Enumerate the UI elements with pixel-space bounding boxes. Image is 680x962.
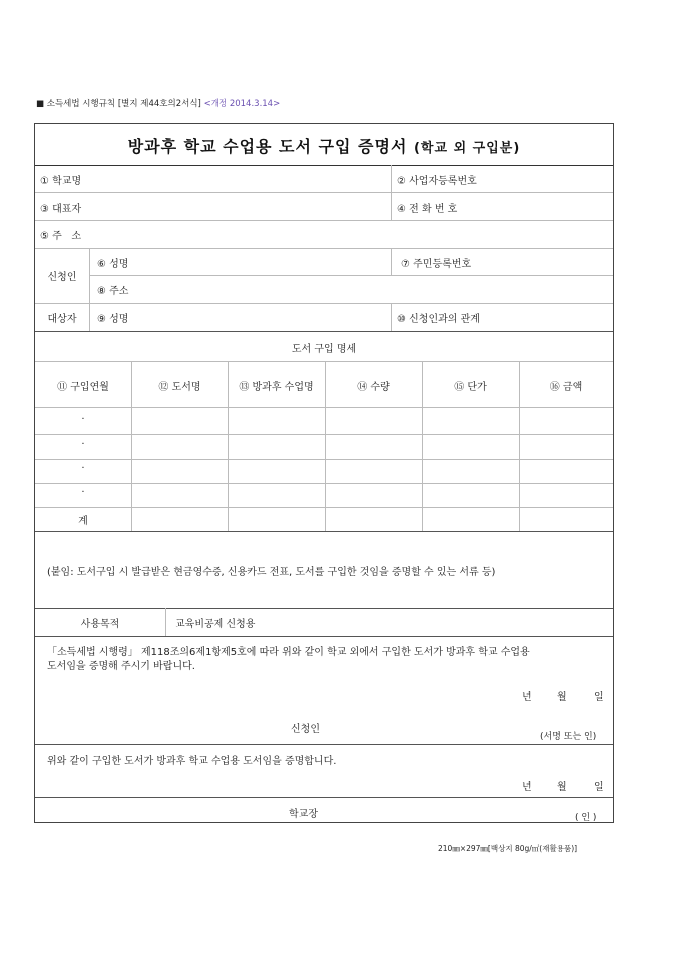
- request-text-line2: 도서임을 증명해 주시기 바랍니다.: [47, 661, 195, 672]
- regulation-header: [36, 97, 280, 109]
- divider-vertical: [165, 608, 166, 636]
- phone-label: ④ 전 화 번 호: [397, 204, 458, 215]
- subject-label: 대상자: [47, 314, 77, 325]
- cert-year: 년: [522, 782, 532, 793]
- divider: [35, 192, 613, 193]
- usage-value: 교육비공제 신청용: [175, 619, 256, 630]
- divider: [35, 507, 613, 508]
- cert-day: 일: [594, 782, 604, 793]
- divider: [35, 248, 613, 249]
- address-label: ⑤ 주 소: [40, 231, 81, 242]
- revision-text: <개정 2014.3.14>: [203, 99, 281, 109]
- divider: [35, 744, 613, 745]
- relation-label: ⑩ 신청인과의 관계: [397, 314, 480, 325]
- divider: [35, 531, 613, 532]
- request-text-line1: 「소득세법 시행령」 제118조의6제1항제5호에 따라 위와 같이 학교 외에서 구입한 도서가 방과후 학교 수업용: [47, 647, 530, 658]
- divider: [35, 331, 613, 332]
- divider: [35, 434, 613, 435]
- divider: [89, 275, 613, 276]
- divider: [35, 165, 613, 166]
- representative-label: ③ 대표자: [40, 204, 82, 215]
- purchase-section-title: 도서 구입 명세: [291, 344, 357, 355]
- column-header: ⑪ 구입연월: [57, 382, 109, 393]
- applicant-label: 신청인: [47, 272, 77, 283]
- request-day: 일: [594, 692, 604, 703]
- column-header: ⑫ 도서명: [158, 382, 201, 393]
- request-year: 년: [522, 692, 532, 703]
- divider: [35, 220, 613, 221]
- applicant-address-label: ⑧ 주소: [97, 286, 129, 297]
- attachment-note: (붙임: 도서구입 시 발급받은 현금영수증, 신용카드 전표, 도서를 구입한 것임을 증명할 수 있는 서류 등): [47, 567, 496, 578]
- seal-note: ( 인 ): [575, 813, 597, 823]
- certification-text: 위와 같이 구입한 도서가 방과후 학교 수업용 도서임을 증명합니다.: [47, 756, 337, 767]
- applicant-name-label: ⑥ 성명: [97, 259, 129, 270]
- table-row-date: ·: [81, 487, 85, 498]
- divider: [35, 361, 613, 362]
- divider: [35, 636, 613, 637]
- applicant-sign-label: 신청인: [291, 724, 320, 735]
- certificate-form: [34, 123, 614, 823]
- divider-vertical: [391, 303, 392, 331]
- form-title-main: 방과후 학교 수업용 도서 구입 증명서: [127, 137, 408, 156]
- divider: [35, 483, 613, 484]
- column-header: ⑬ 방과후 수업명: [239, 382, 314, 393]
- divider-vertical: [391, 248, 392, 276]
- column-header: ⑭ 수량: [357, 382, 390, 393]
- divider: [35, 608, 613, 609]
- principal-label: 학교장: [289, 809, 318, 820]
- column-header: ⑮ 단가: [454, 382, 487, 393]
- cert-month: 월: [557, 782, 567, 793]
- business-reg-no-label: ② 사업자등록번호: [397, 176, 477, 187]
- sign-note: (서명 또는 인): [540, 732, 597, 742]
- divider-vertical: [89, 248, 90, 331]
- regulation-text: ■ 소득세법 시행규칙 [별지 제44호의2서식]: [36, 99, 201, 109]
- table-row-date: ·: [81, 414, 85, 425]
- school-name-label: ① 학교명: [40, 176, 82, 187]
- subject-name-label: ⑨ 성명: [97, 314, 129, 325]
- divider: [35, 407, 613, 408]
- form-title: [35, 134, 613, 157]
- request-month: 월: [557, 692, 567, 703]
- column-header: ⑯ 금액: [549, 382, 583, 393]
- divider: [35, 459, 613, 460]
- paper-spec-footer: 210㎜×297㎜[백상지 80g/㎡(재활용품)]: [438, 844, 578, 853]
- divider: [35, 303, 613, 304]
- usage-label: 사용목적: [80, 619, 120, 630]
- table-row-date: ·: [81, 439, 85, 450]
- divider-vertical: [391, 165, 392, 220]
- divider: [35, 797, 613, 798]
- form-title-sub: (학교 외 구입분): [413, 141, 521, 156]
- total-label: 계: [78, 516, 88, 527]
- resident-reg-no-label: ⑦ 주민등록번호: [401, 259, 472, 270]
- table-row-date: ·: [81, 463, 85, 474]
